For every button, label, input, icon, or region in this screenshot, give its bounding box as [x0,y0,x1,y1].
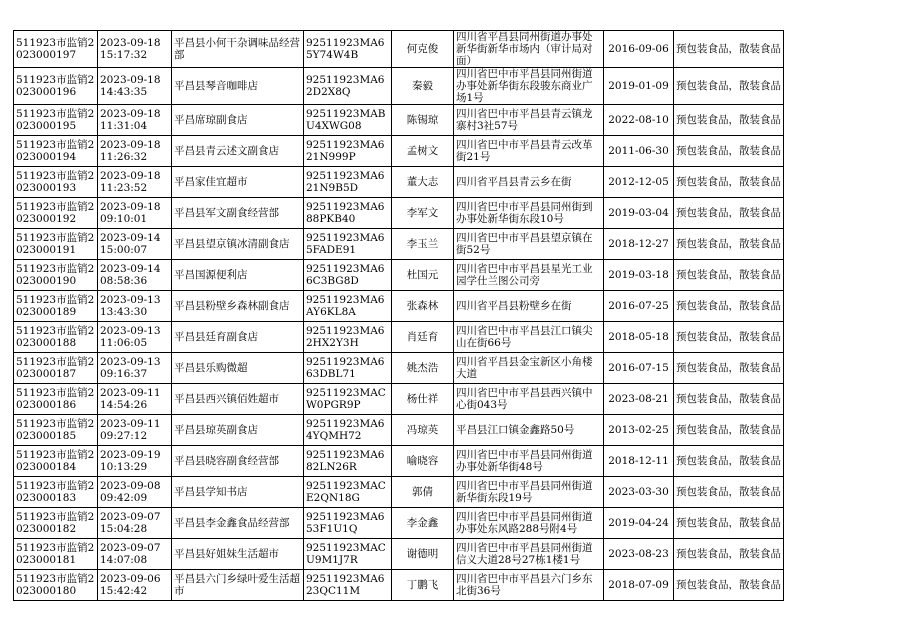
issue-time-cell: 2023-09-13 11:06:05 [98,322,172,353]
registration-date-cell: 2023-08-23 [604,539,674,570]
license-number-cell: 511923市监销2023000196 [14,68,98,105]
address-cell: 四川省巴中市平昌县江口镇尖山在街66号 [454,322,604,353]
credit-code-cell: 92511923MA6AY6KL8A [304,291,392,322]
legal-person-cell: 杨仕祥 [392,384,454,415]
credit-code-cell: 92511923MA663DBL71 [304,353,392,384]
credit-code-cell: 92511923MA682LN26R [304,446,392,477]
license-number-cell: 511923市监销2023000187 [14,353,98,384]
registration-date-cell: 2018-05-18 [604,322,674,353]
business-scope-cell: 预包装食品，散装食品 [674,229,784,260]
table-row [14,353,784,384]
issue-time-cell: 2023-09-08 09:42:09 [98,477,172,508]
registration-date-cell: 2023-08-21 [604,384,674,415]
legal-person-cell: 李玉兰 [392,229,454,260]
table-row [14,31,784,68]
business-scope-cell: 预包装食品，散装食品 [674,508,784,539]
business-name-cell: 平昌县乐购微超 [172,353,304,384]
credit-code-cell: 92511923MA688PKB40 [304,198,392,229]
business-scope-cell: 预包装食品，散装食品 [674,446,784,477]
address-cell: 四川省巴中市平昌县同州街道新华街东段19号 [454,477,604,508]
address-cell: 四川省巴中市平昌县同州街到办事处新华街东段10号 [454,198,604,229]
legal-person-cell: 李军文 [392,198,454,229]
credit-code-cell: 92511923MA66C3BG8D [304,260,392,291]
address-cell: 四川省巴中市平昌县青云改革街21号 [454,136,604,167]
registration-date-cell: 2018-07-09 [604,570,674,601]
credit-code-cell: 92511923MA62HX2Y3H [304,322,392,353]
address-cell: 四川省巴中市平昌县同州街道办事处东风路288号附4号 [454,508,604,539]
credit-code-cell: 92511923MA62D2X8Q [304,68,392,105]
business-name-cell: 平昌县晓容副食经营部 [172,446,304,477]
issue-time-cell: 2023-09-13 09:16:37 [98,353,172,384]
legal-person-cell: 陈锡琼 [392,105,454,136]
issue-time-cell: 2023-09-18 15:17:32 [98,31,172,68]
business-name-cell: 平昌县粉壁乡森林副食店 [172,291,304,322]
table-row [14,167,784,198]
address-cell: 四川省平昌县同州街道办事处新华街新华市场内（审计局对面） [454,31,604,68]
legal-person-cell: 冯琼英 [392,415,454,446]
registration-date-cell: 2012-12-05 [604,167,674,198]
business-name-cell: 平昌县六门乡绿叶爱生活超市 [172,570,304,601]
legal-person-cell: 谢德明 [392,539,454,570]
credit-code-cell: 92511923MA65Y74W4B [304,31,392,68]
license-number-cell: 511923市监销2023000195 [14,105,98,136]
legal-person-cell: 郭倩 [392,477,454,508]
business-name-cell: 平昌县廷育副食店 [172,322,304,353]
legal-person-cell: 孟树文 [392,136,454,167]
issue-time-cell: 2023-09-07 14:07:08 [98,539,172,570]
business-scope-cell: 预包装食品，散装食品 [674,384,784,415]
license-number-cell: 511923市监销2023000191 [14,229,98,260]
business-scope-cell: 预包装食品，散装食品 [674,539,784,570]
issue-time-cell: 2023-09-07 15:04:28 [98,508,172,539]
license-number-cell: 511923市监销2023000183 [14,477,98,508]
address-cell: 四川省巴中市平昌县同州街道信义大道28号27栋1楼1号 [454,539,604,570]
issue-time-cell: 2023-09-11 14:54:26 [98,384,172,415]
table-row [14,68,784,105]
license-number-cell: 511923市监销2023000194 [14,136,98,167]
business-name-cell: 平昌县好姐妹生活超市 [172,539,304,570]
business-scope-cell: 预包装食品，散装食品 [674,570,784,601]
business-scope-cell: 预包装食品，散装食品 [674,198,784,229]
business-name-cell: 平昌县琴音咖啡店 [172,68,304,105]
business-scope-cell: 预包装食品，散装食品 [674,260,784,291]
address-cell: 四川省平昌县粉壁乡在街 [454,291,604,322]
license-number-cell: 511923市监销2023000180 [14,570,98,601]
business-name-cell: 平昌县小何干杂调味品经营部 [172,31,304,68]
registration-date-cell: 2016-09-06 [604,31,674,68]
credit-code-cell: 92511923MACU9M1J7R [304,539,392,570]
license-number-cell: 511923市监销2023000182 [14,508,98,539]
issue-time-cell: 2023-09-14 15:00:07 [98,229,172,260]
issue-time-cell: 2023-09-11 09:27:12 [98,415,172,446]
legal-person-cell: 喻晓容 [392,446,454,477]
registration-date-cell: 2019-04-24 [604,508,674,539]
issue-time-cell: 2023-09-14 08:58:36 [98,260,172,291]
address-cell: 四川省巴中市平昌县同州街道办事处新华街东段骏东商业广场1号 [454,68,604,105]
business-name-cell: 平昌县军文副食经营部 [172,198,304,229]
address-cell: 四川省平昌县金宝新区小角楼大道 [454,353,604,384]
registration-date-cell: 2019-03-04 [604,198,674,229]
table-row [14,570,784,601]
table-row [14,415,784,446]
business-scope-cell: 预包装食品，散装食品 [674,415,784,446]
registration-date-cell: 2019-01-09 [604,68,674,105]
issue-time-cell: 2023-09-18 11:23:52 [98,167,172,198]
table-row [14,446,784,477]
credit-code-cell: 92511923MACW0PGR9P [304,384,392,415]
registration-date-cell: 2018-12-27 [604,229,674,260]
business-name-cell: 平昌席琼副食店 [172,105,304,136]
business-scope-cell: 预包装食品，散装食品 [674,105,784,136]
business-name-cell: 平昌国源便利店 [172,260,304,291]
license-number-cell: 511923市监销2023000188 [14,322,98,353]
table-row [14,105,784,136]
registration-date-cell: 2019-03-18 [604,260,674,291]
business-name-cell: 平昌县西兴镇佰姓超市 [172,384,304,415]
license-number-cell: 511923市监销2023000186 [14,384,98,415]
credit-code-cell: 92511923MACE2QN18G [304,477,392,508]
legal-person-cell: 杜国元 [392,260,454,291]
legal-person-cell: 张森林 [392,291,454,322]
credit-code-cell: 92511923MA621N9B5D [304,167,392,198]
license-number-cell: 511923市监销2023000190 [14,260,98,291]
business-scope-cell: 预包装食品，散装食品 [674,477,784,508]
table-body [14,31,784,601]
table-row [14,291,784,322]
business-scope-cell: 预包装食品，散装食品 [674,291,784,322]
address-cell: 四川省巴中市平昌县西兴镇中心街043号 [454,384,604,415]
address-cell: 四川省巴中市平昌县望京镇在街52号 [454,229,604,260]
address-cell: 四川省巴中市平昌县星光工业园学仕兰图公司旁 [454,260,604,291]
issue-time-cell: 2023-09-18 11:26:32 [98,136,172,167]
credit-code-cell: 92511923MA65FADE91 [304,229,392,260]
legal-person-cell: 姚杰浩 [392,353,454,384]
business-scope-cell: 预包装食品，散装食品 [674,322,784,353]
legal-person-cell: 何克俊 [392,31,454,68]
address-cell: 四川省巴中市平昌县六门乡东北街36号 [454,570,604,601]
credit-code-cell: 92511923MA653F1U1Q [304,508,392,539]
registration-date-cell: 2016-07-25 [604,291,674,322]
issue-time-cell: 2023-09-18 14:43:35 [98,68,172,105]
business-scope-cell: 预包装食品，散装食品 [674,31,784,68]
business-name-cell: 平昌县学知书店 [172,477,304,508]
table-row [14,477,784,508]
business-name-cell: 平昌县李金鑫食品经营部 [172,508,304,539]
table-row [14,229,784,260]
issue-time-cell: 2023-09-13 13:43:30 [98,291,172,322]
credit-code-cell: 92511923MA623QC11M [304,570,392,601]
registration-date-cell: 2018-12-11 [604,446,674,477]
registration-date-cell: 2023-03-30 [604,477,674,508]
table-row [14,322,784,353]
business-scope-cell: 预包装食品，散装食品 [674,167,784,198]
license-number-cell: 511923市监销2023000184 [14,446,98,477]
license-number-cell: 511923市监销2023000193 [14,167,98,198]
license-number-cell: 511923市监销2023000181 [14,539,98,570]
legal-person-cell: 肖廷育 [392,322,454,353]
registration-date-cell: 2011-06-30 [604,136,674,167]
registration-date-cell: 2016-07-15 [604,353,674,384]
address-cell: 四川省巴中市平昌县同州街道办事处新华街48号 [454,446,604,477]
table-row [14,508,784,539]
legal-person-cell: 李金鑫 [392,508,454,539]
business-scope-cell: 预包装食品，散装食品 [674,136,784,167]
license-number-cell: 511923市监销2023000197 [14,31,98,68]
license-table [13,30,784,601]
legal-person-cell: 董大志 [392,167,454,198]
registration-date-cell: 2022-08-10 [604,105,674,136]
business-scope-cell: 预包装食品，散装食品 [674,68,784,105]
legal-person-cell: 丁鹏飞 [392,570,454,601]
business-name-cell: 平昌县青云述文副食店 [172,136,304,167]
credit-code-cell: 92511923MA64YQMH72 [304,415,392,446]
address-cell: 四川省巴中市平昌县青云镇龙寨村3社57号 [454,105,604,136]
table-row [14,539,784,570]
license-number-cell: 511923市监销2023000192 [14,198,98,229]
issue-time-cell: 2023-09-06 15:42:42 [98,570,172,601]
issue-time-cell: 2023-09-19 10:13:29 [98,446,172,477]
business-name-cell: 平昌县琼英副食店 [172,415,304,446]
issue-time-cell: 2023-09-18 11:31:04 [98,105,172,136]
issue-time-cell: 2023-09-18 09:10:01 [98,198,172,229]
table-row [14,136,784,167]
license-number-cell: 511923市监销2023000189 [14,291,98,322]
business-name-cell: 平昌家佳宜超市 [172,167,304,198]
address-cell: 平昌县江口镇金鑫路50号 [454,415,604,446]
table-row [14,260,784,291]
business-name-cell: 平昌县望京镇冰清副食店 [172,229,304,260]
legal-person-cell: 秦毅 [392,68,454,105]
table-row [14,384,784,415]
address-cell: 四川省平昌县青云乡在街 [454,167,604,198]
license-number-cell: 511923市监销2023000185 [14,415,98,446]
table-row [14,198,784,229]
registration-date-cell: 2013-02-25 [604,415,674,446]
business-scope-cell: 预包装食品，散装食品 [674,353,784,384]
credit-code-cell: 92511923MABU4XWG08 [304,105,392,136]
credit-code-cell: 92511923MA621N999P [304,136,392,167]
